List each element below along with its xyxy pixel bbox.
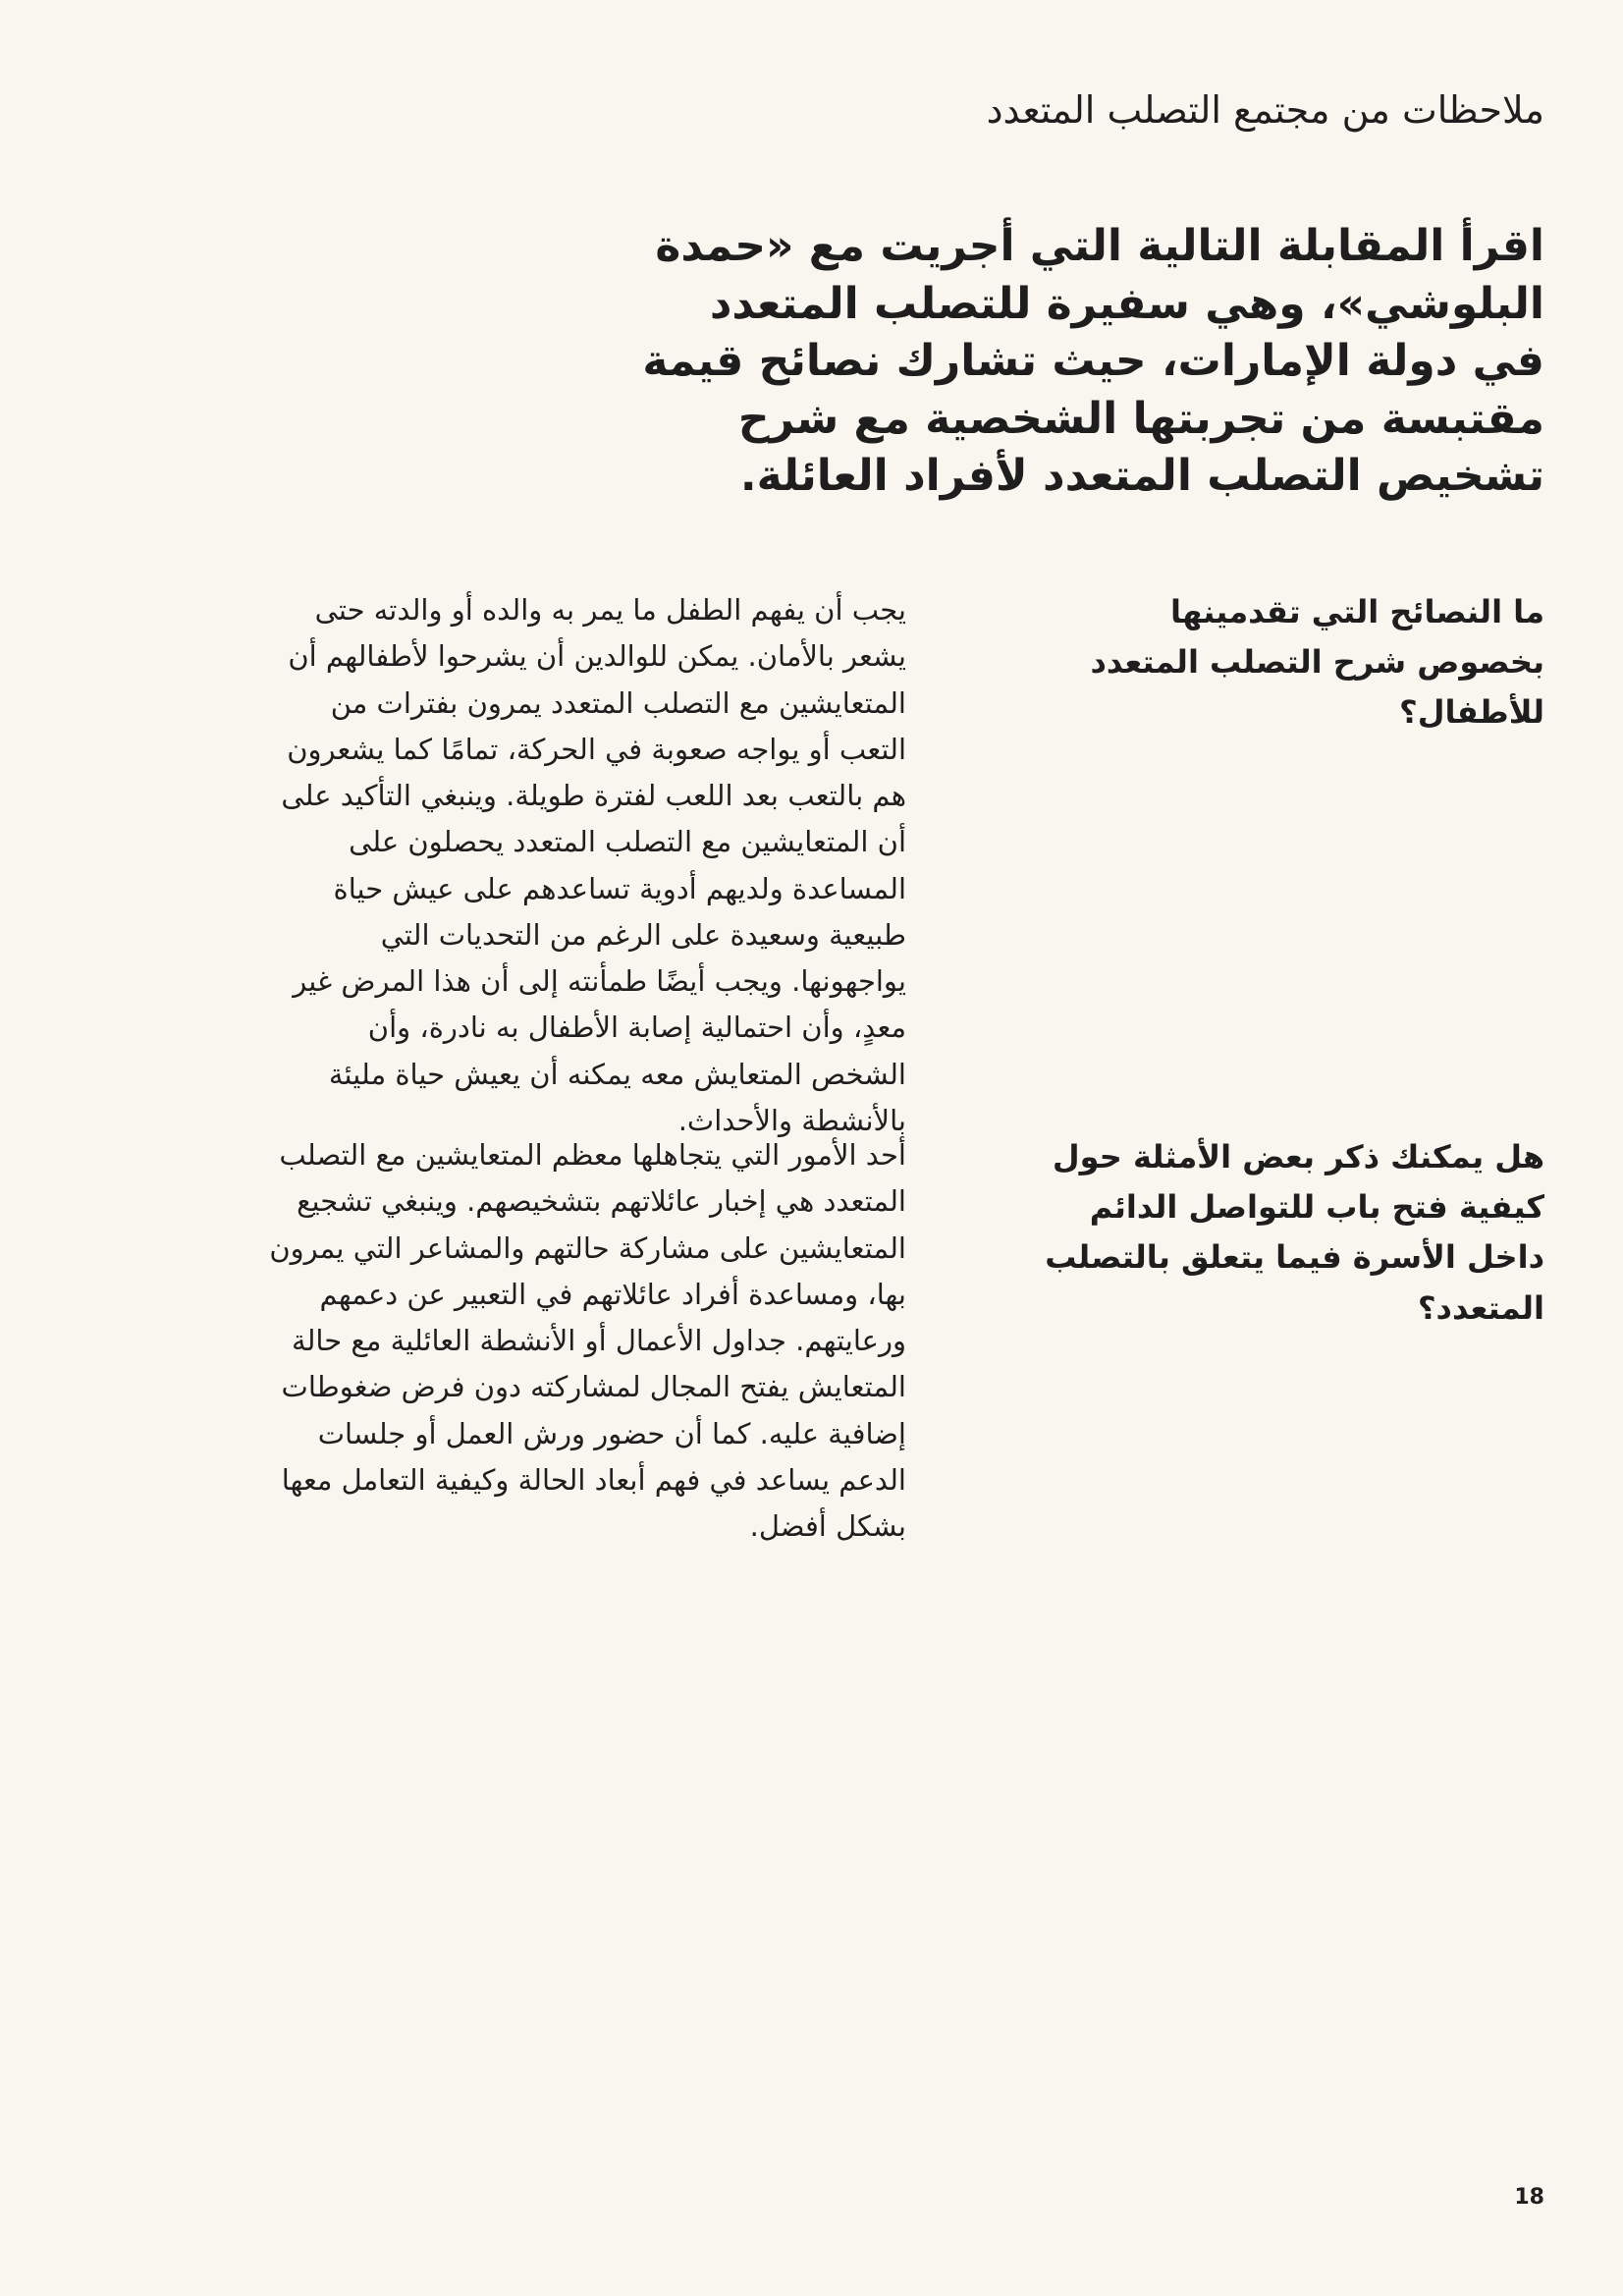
intro-paragraph: اقرأ المقابلة التالية التي أجريت مع «حمدة البلوشي»، وهي سفيرة للتصلب المتعدد في دولة الإمارات، حيث تشارك نصائح قيمة مقتبسة من تجربتها الشخصية مع شرح تشخيص التصلب المتعدد لأفراد العائلة. [642, 221, 1544, 502]
question-heading: هل يمكنك ذكر بعض الأمثلة حول كيفية فتح باب للتواصل الدائم داخل الأسرة فيما يتعلق بالتصلب المتعدد؟ [1045, 1138, 1544, 1327]
page-title: ملاحظات من مجتمع التصلب المتعدد [986, 88, 1544, 132]
question-heading: ما النصائح التي تقدمينها بخصوص شرح التصلب المتعدد للأطفال؟ [1090, 593, 1544, 732]
answer-paragraph: أحد الأمور التي يتجاهلها معظم المتعايشين مع التصلب المتعدد هي إخبار عائلاتهم بتشخيصهم. وينبغي تشجيع المتعايشين على مشاركة حالتهم والمشاعر التي يمرون بها، ومساعدة أفراد عائلاتهم في التعبير عن دعمهم ورعايتهم. جداول الأعمال أو الأنشطة العائلية مع حالة المتعايش يفتح المجال لمشاركته دون فرض ضغوطات إضافية عليه. كما أن حضور ورش العمل أو جلسات الدعم يساعد في فهم أبعاد الحالة وكيفية التعامل معها بشكل أفضل. [269, 1138, 906, 1544]
answer-paragraph: يجب أن يفهم الطفل ما يمر به والده أو والدته حتى يشعر بالأمان. يمكن للوالدين أن يشرحوا لأطفالهم أن المتعايشين مع التصلب المتعدد يمرون بفترات من التعب أو يواجه صعوبة في الحركة، تمامًا كما يشعرون هم بالتعب بعد اللعب لفترة طويلة. وينبغي التأكيد على أن المتعايشين مع التصلب المتعدد يحصلون على المساعدة ولديهم أدوية تساعدهم على عيش حياة طبيعية وسعيدة على الرغم من التحديات التي يواجهونها. ويجب أيضًا طمأنته إلى أن هذا المرض غير معدٍ، وأن احتمالية إصابة الأطفال به نادرة، وأن الشخص المتعايش معه يمكنه أن يعيش حياة مليئة بالأنشطة والأحداث. [281, 593, 906, 1137]
page-number: 18 [1514, 2185, 1544, 2210]
